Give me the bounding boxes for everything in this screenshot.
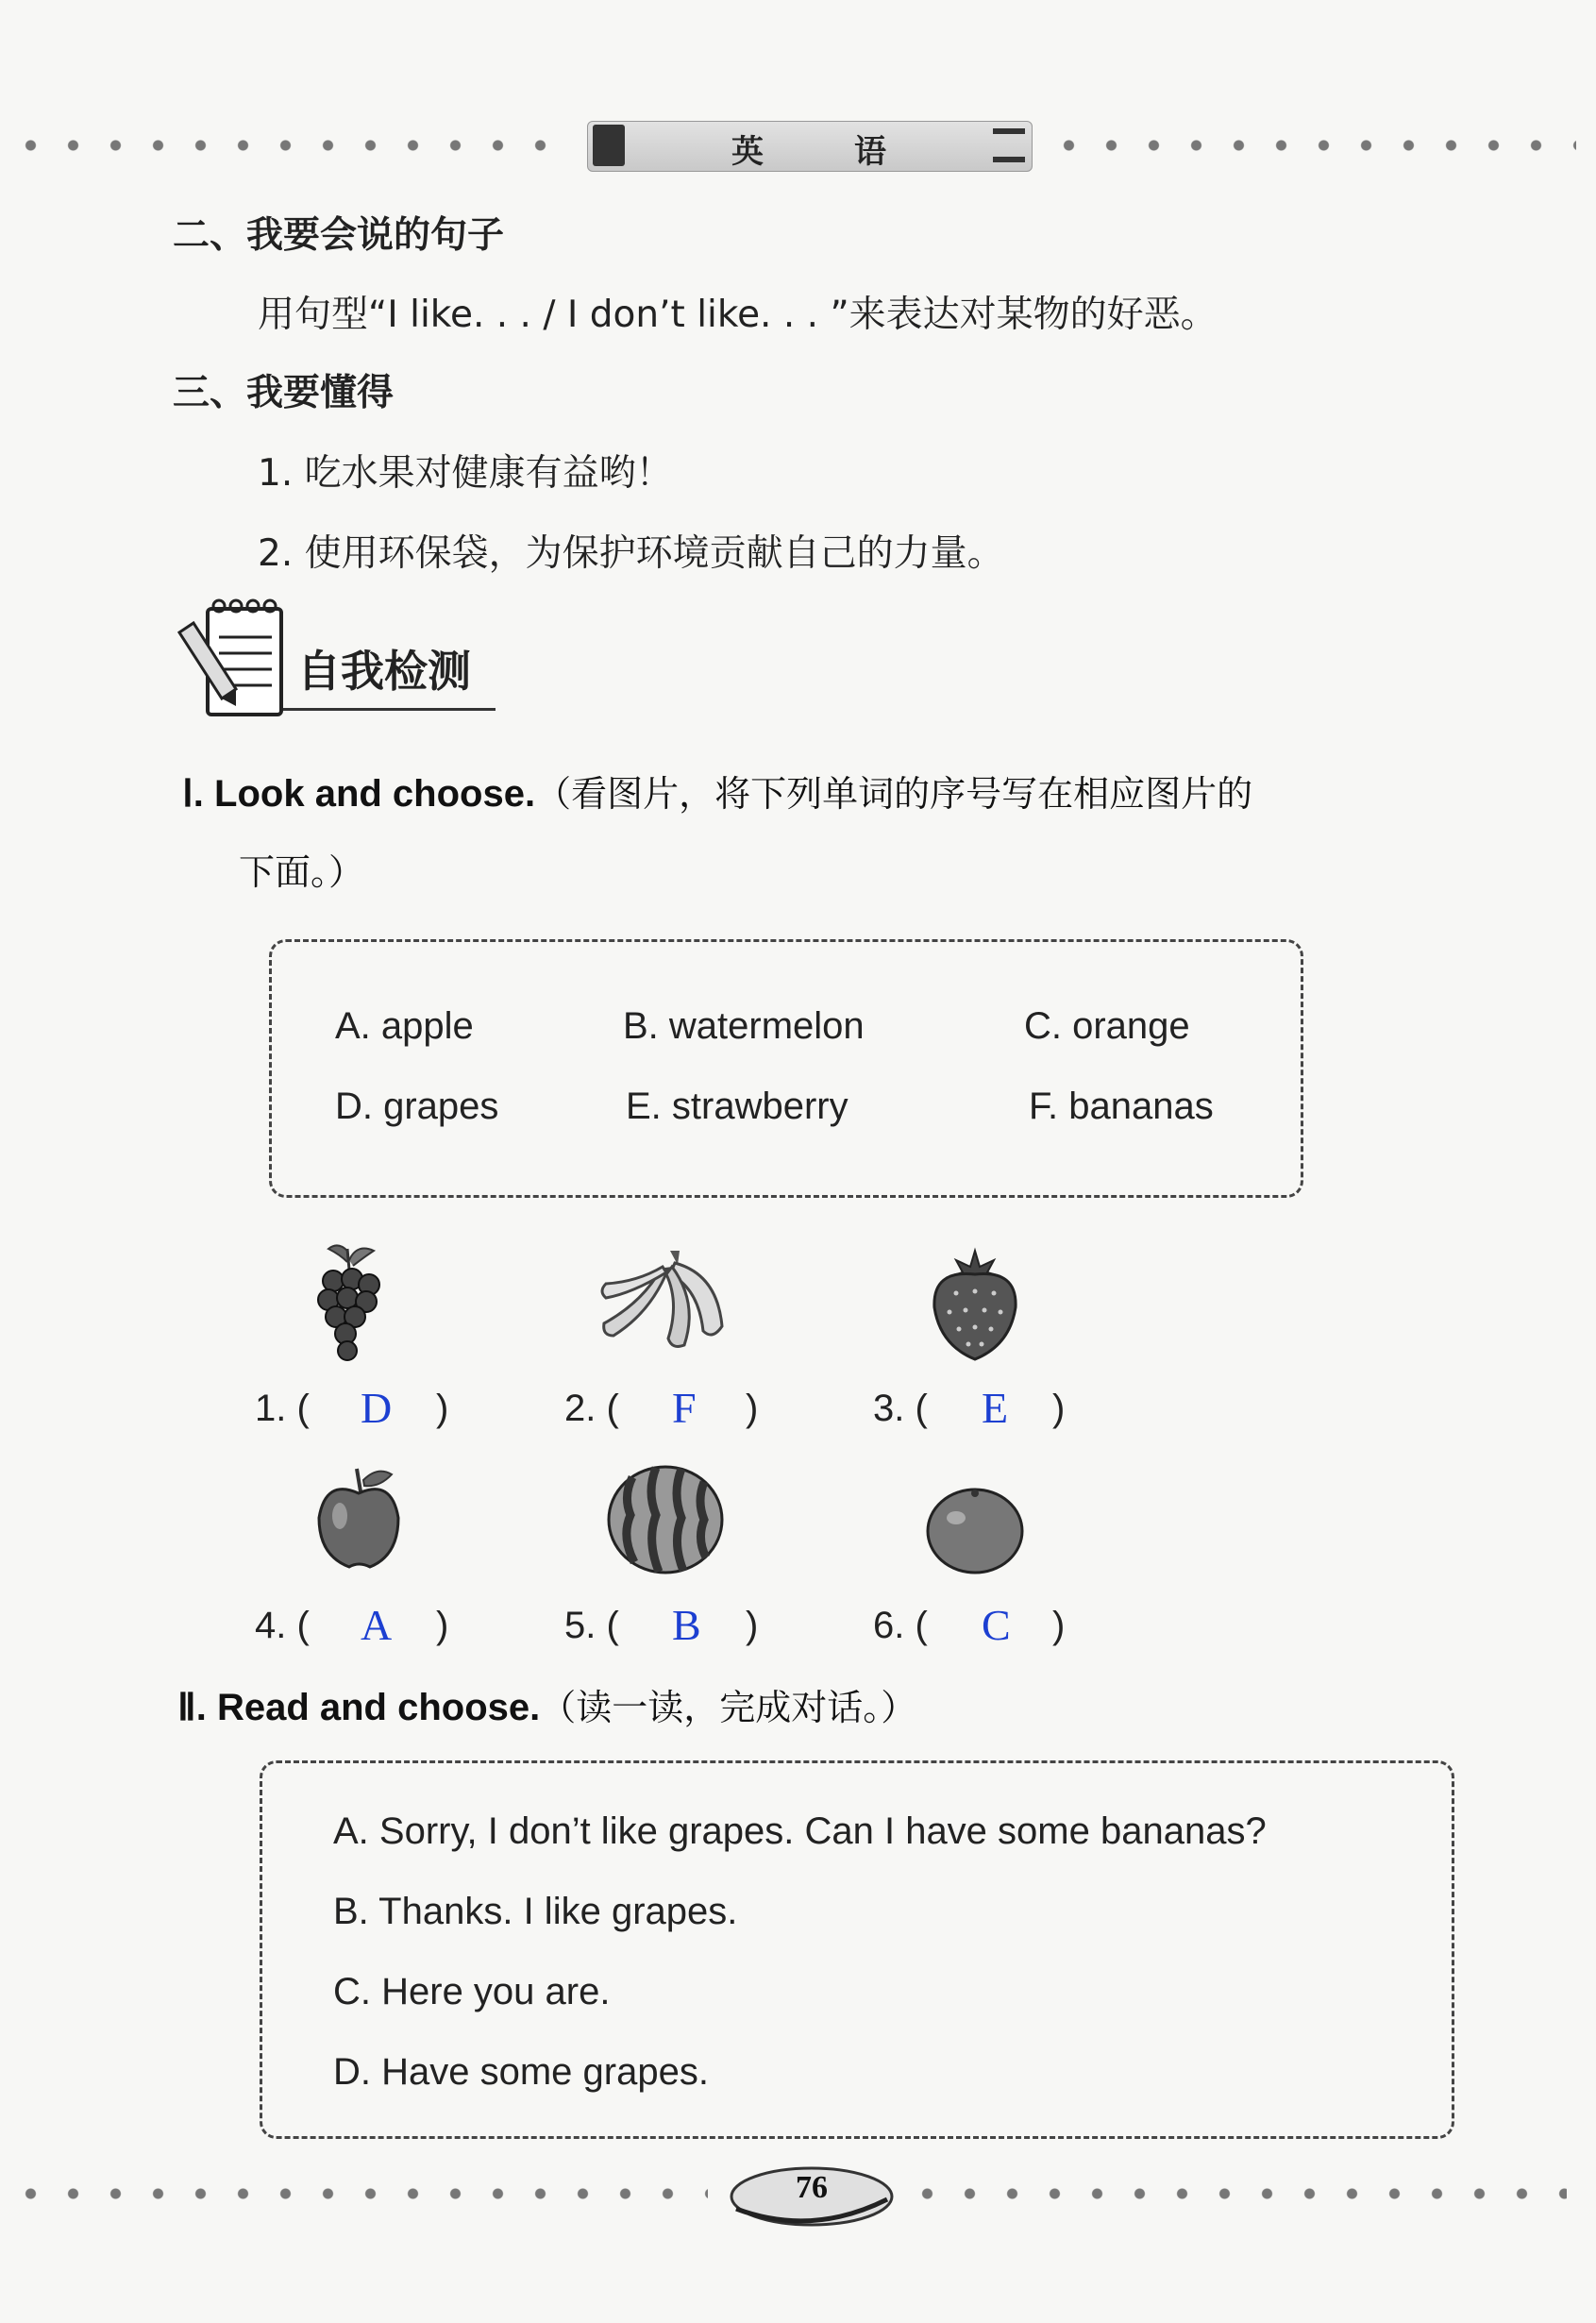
answer-4-close: ) [436, 1605, 449, 1646]
q1-option-c: C. orange [1024, 1005, 1190, 1047]
answer-6-label: 6. ( [873, 1605, 928, 1646]
bookshelf-icon [993, 128, 1025, 162]
answer-6-close: ) [1052, 1605, 1066, 1646]
q2-option-c: C. Here you are. [333, 1971, 611, 2012]
header-dots-right [1048, 140, 1576, 151]
answer-1-label: 1. ( [255, 1388, 310, 1429]
answer-3-value[interactable]: E [982, 1384, 1009, 1432]
q1-instruction-line1: （看图片，将下列单词的序号写在相应图片的 [535, 773, 1253, 815]
section3-item-1: 1. 吃水果对健康有益哟！ [258, 452, 673, 495]
section2-text: 用句型“I like. . . / I don’t like. . . ”来表达对某物的好恶。 [258, 294, 1218, 336]
header-subject-char1: 英 [731, 133, 764, 171]
q1-option-f: F. bananas [1029, 1086, 1214, 1127]
grapes-icon [300, 1241, 395, 1364]
answer-4-value[interactable]: A [361, 1601, 393, 1649]
answer-1-close: ) [436, 1388, 449, 1429]
apple-icon [311, 1461, 406, 1574]
q1-instruction-line2-wrap [239, 843, 364, 895]
watermelon-icon [604, 1463, 727, 1576]
header-subject-char2: 语 [854, 133, 886, 171]
section2-title: 二、我要会说的句子 [173, 214, 505, 257]
q2-instruction: （读一读，完成对话。） [540, 1687, 917, 1728]
page-number-badge [727, 2157, 897, 2232]
answer-2-value[interactable]: F [672, 1384, 697, 1432]
q1-option-e: E. strawberry [626, 1086, 848, 1127]
answer-1-value[interactable]: D [361, 1384, 393, 1432]
orange-icon [923, 1482, 1027, 1576]
answer-5-value[interactable]: B [672, 1601, 701, 1649]
answer-3-close: ) [1052, 1388, 1066, 1429]
q1-heading [182, 765, 1252, 816]
answer-2-close: ) [746, 1388, 759, 1429]
header-dots-left [9, 140, 576, 151]
q1-option-b: B. watermelon [623, 1005, 865, 1047]
page-number: 76 [796, 2170, 828, 2205]
notepad-pencil-icon [170, 595, 288, 722]
q2-title: Read and choose. [216, 1687, 541, 1728]
footer-dots-left [9, 2188, 708, 2199]
self-check-underline [283, 708, 496, 711]
q1-option-d: D. grapes [335, 1086, 499, 1127]
q1-instruction-line2: 下面。） [239, 851, 365, 893]
answer-5-label: 5. ( [564, 1605, 619, 1646]
q2-option-d: D. Have some grapes. [333, 2051, 709, 2093]
answer-3-label: 3. ( [873, 1388, 928, 1429]
answer-5-close: ) [746, 1605, 759, 1646]
section3-title: 三、我要懂得 [173, 372, 395, 414]
q2-option-a: A. Sorry, I don’t like grapes. Can I have some bananas? [333, 1810, 1267, 1852]
header-title-box [587, 121, 1033, 172]
answer-2-label: 2. ( [564, 1388, 619, 1429]
answer-4-label: 4. ( [255, 1605, 310, 1646]
footer-dots-right [906, 2188, 1567, 2199]
section3-item-2: 2. 使用环保袋，为保护环境贡献自己的力量。 [258, 532, 1004, 575]
self-check-title: 自我检测 [297, 646, 471, 697]
strawberry-icon [923, 1246, 1027, 1364]
q2-option-b: B. Thanks. I like grapes. [333, 1891, 738, 1932]
book-icon [593, 125, 625, 166]
q1-title: Look and choose. [214, 773, 536, 815]
q2-number: Ⅱ. [177, 1687, 207, 1728]
bananas-icon [595, 1246, 736, 1359]
q1-option-a: A. apple [335, 1005, 474, 1047]
q2-heading [177, 1678, 916, 1730]
q1-options-box [269, 939, 1303, 1198]
answer-6-value[interactable]: C [982, 1601, 1011, 1649]
q1-number: Ⅰ. [182, 773, 204, 815]
